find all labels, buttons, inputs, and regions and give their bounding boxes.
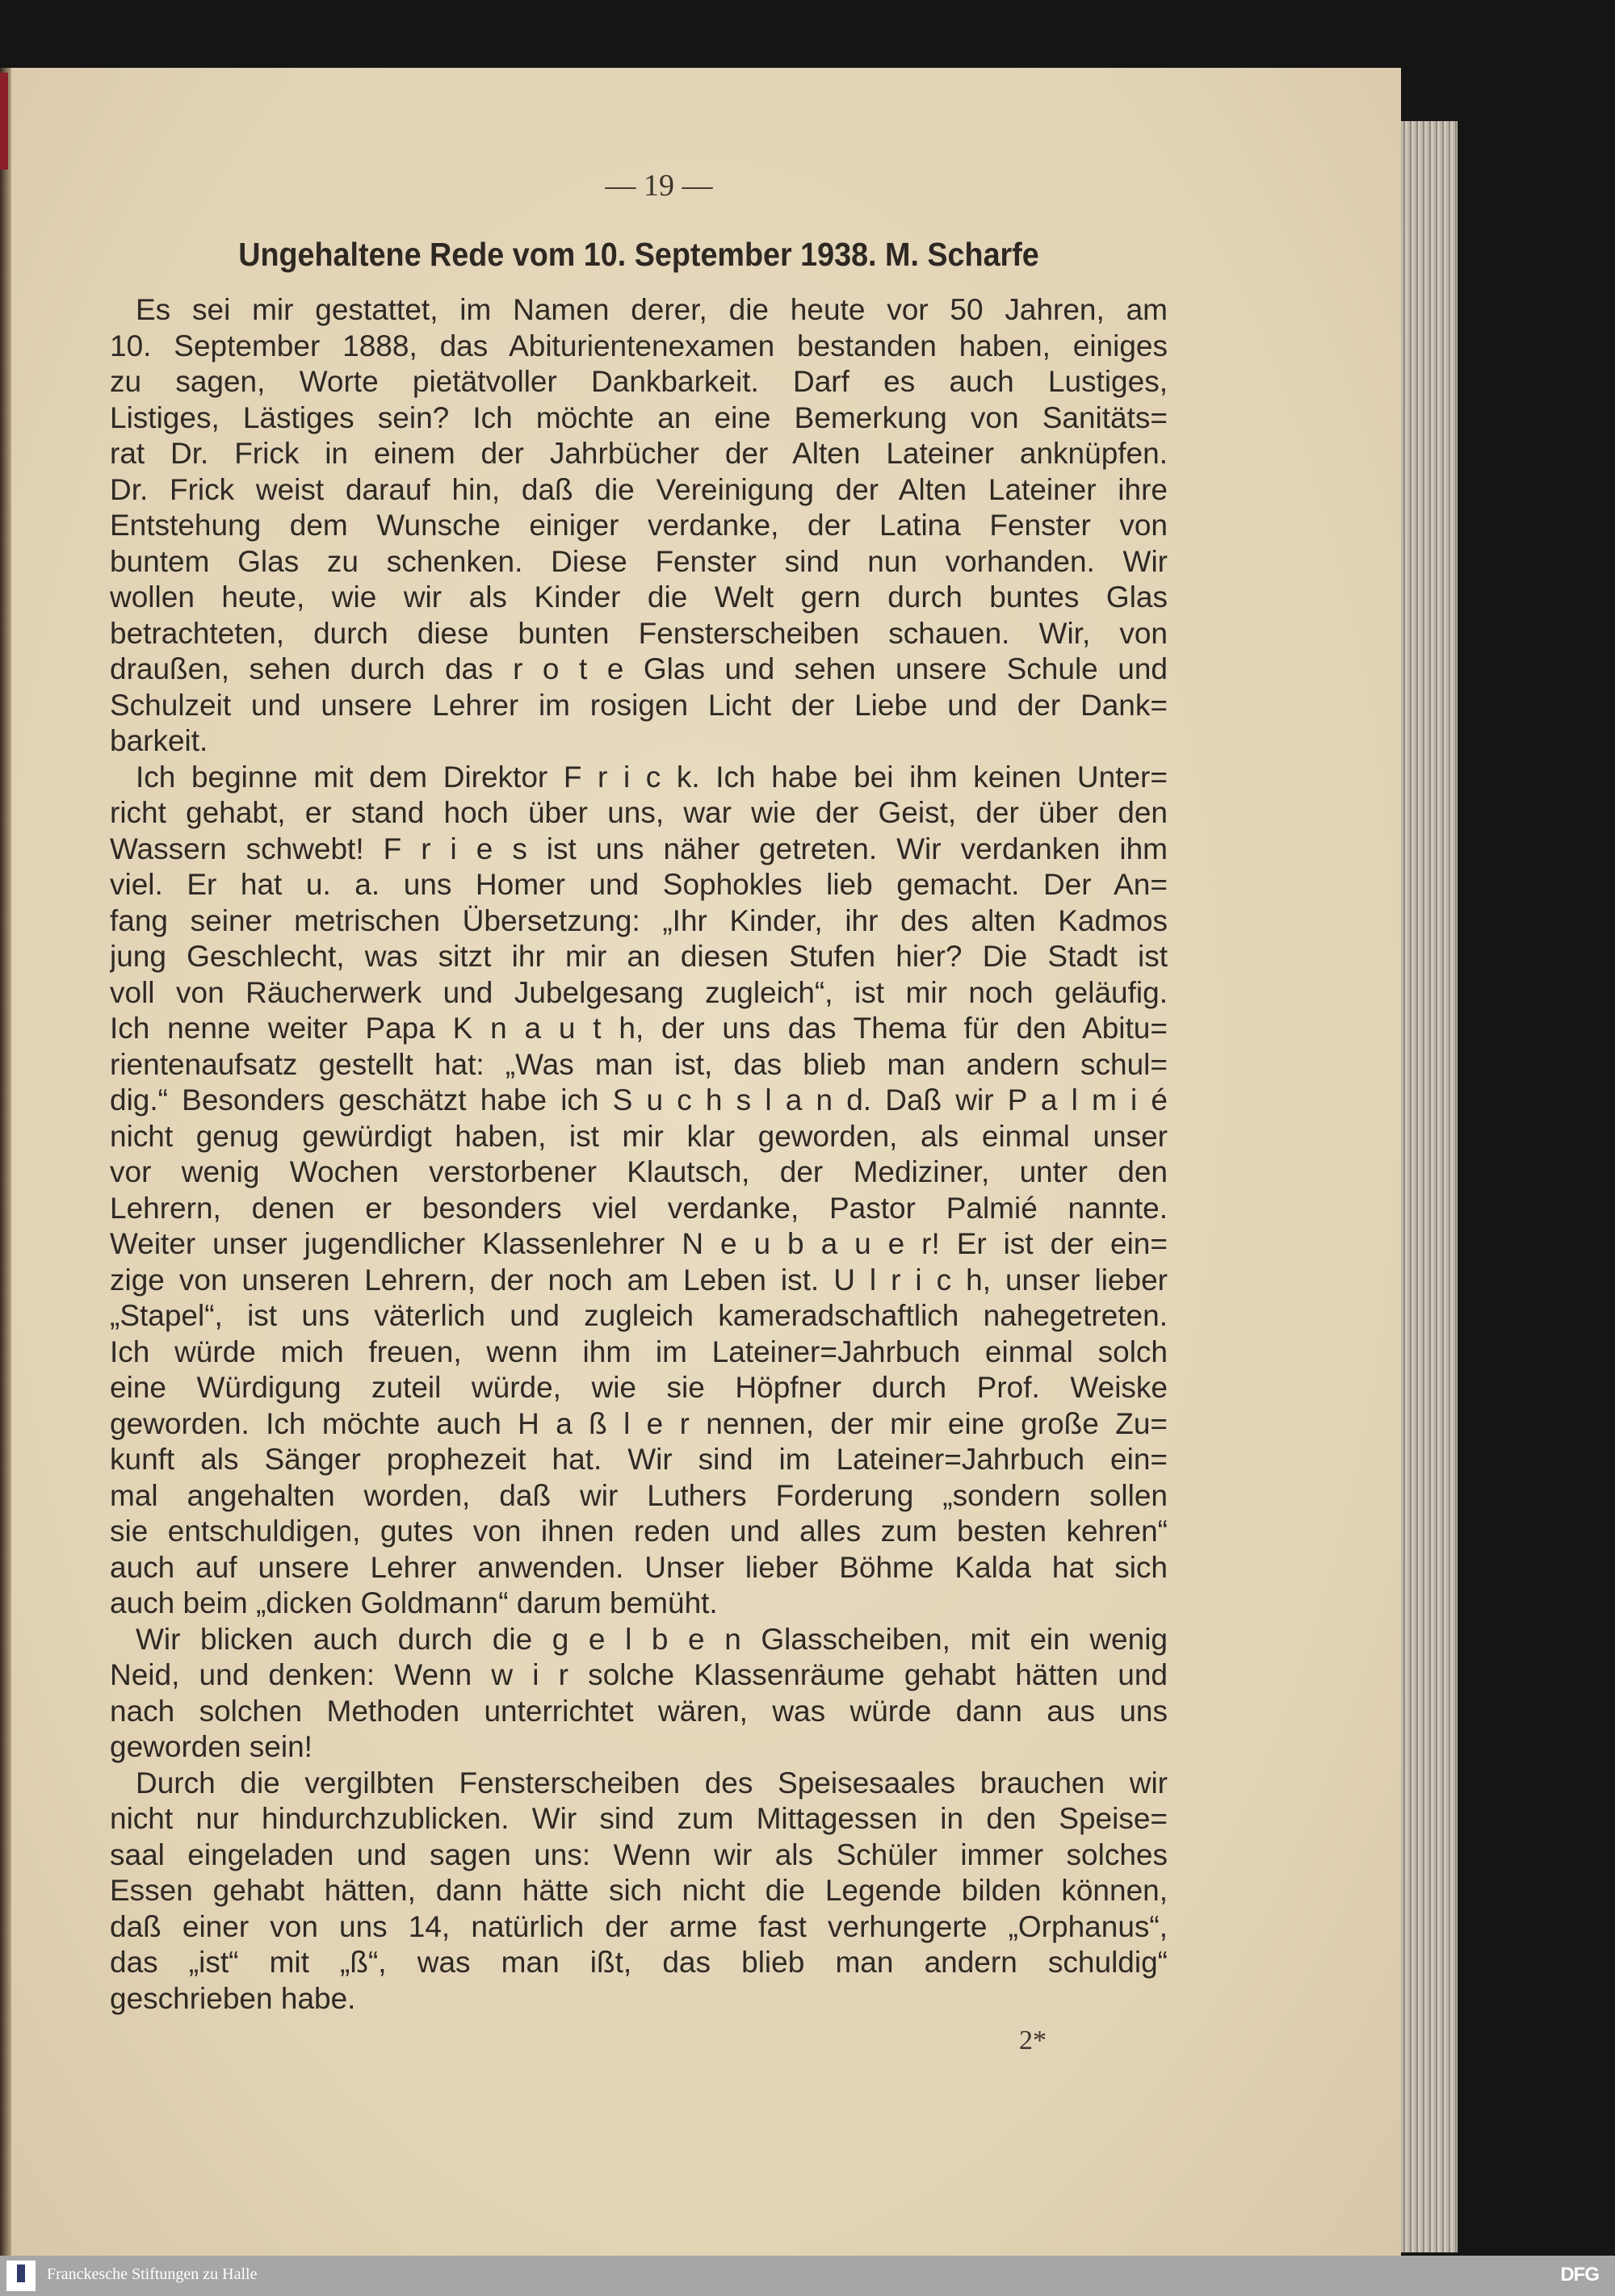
text-line: Lehrern, denen er besonders viel verdanke, Pastor Palmié nannte. — [110, 1191, 1168, 1225]
text-line: Ich nenne weiter Papa K n a u t h, der uns das Thema für den Abitu= — [110, 1012, 1168, 1045]
body-text — [110, 292, 1168, 2017]
text-line: Listiges, Lästiges sein? Ich möchte an eine Bemerkung von Sanitäts= — [110, 400, 1168, 434]
text-line: geschrieben habe. — [110, 1981, 356, 2015]
text-line: Weiter unser jugendlicher Klassenlehrer N e u b a u e r! Er ist der ein= — [110, 1227, 1168, 1260]
text-line: mal angehalten worden, daß wir Luthers Forderung „sondern sollen — [110, 1478, 1168, 1512]
page-number: — 19 — — [605, 169, 713, 203]
text-line: Durch die vergilbten Fensterscheiben des Speisesaales brauchen wir — [136, 1766, 1168, 1800]
text-line: „Stapel“, ist uns väterlich und zugleich kameradschaftlich nahegetreten. — [110, 1299, 1168, 1332]
text-line: zige von unseren Lehrern, der noch am Leben ist. U l r i c h, unser lieber — [110, 1263, 1168, 1297]
text-line: Entstehung dem Wunsche einiger verdanke, der Latina Fenster von — [110, 509, 1168, 542]
text-line: 10. September 1888, das Abiturientenexamen bestanden haben, einiges — [110, 329, 1168, 362]
text-line: nicht nur hindurchzublicken. Wir sind zum Mittagessen in den Speise= — [110, 1802, 1168, 1835]
text-line: buntem Glas zu schenken. Diese Fenster sind nun vorhanden. Wir — [110, 544, 1168, 578]
text-line: Dr. Frick weist darauf hin, daß die Vereinigung der Alten Lateiner ihre — [110, 472, 1168, 506]
dfg-logo: DFG — [1560, 2264, 1599, 2286]
text-line: draußen, sehen durch das r o t e Glas und sehen unsere Schule und — [110, 652, 1168, 685]
text-line: betrachteten, durch diese bunten Fensterscheiben schauen. Wir, von — [110, 616, 1168, 650]
institution-logo-icon — [6, 2260, 36, 2291]
text-line: geworden sein! — [110, 1730, 313, 1763]
signature-mark: 2* — [1019, 2026, 1047, 2055]
text-line: fang seiner metrischen Übersetzung: „Ihr Kinder, ihr des alten Kadmos — [110, 903, 1168, 937]
viewer-footer — [0, 2256, 1615, 2296]
text-line: kunft als Sänger prophezeit hat. Wir sind im Lateiner=Jahrbuch ein= — [110, 1443, 1168, 1476]
text-line: Wassern schwebt! F r i e s ist uns näher getreten. Wir verdanken ihm — [110, 832, 1168, 865]
institution-name: Franckesche Stiftungen zu Halle — [47, 2265, 258, 2283]
text-line: rientenaufsatz gestellt hat: „Was man ist, das blieb man andern schul= — [110, 1047, 1168, 1081]
text-line: Wir blicken auch durch die g e l b e n Glasscheiben, mit ein wenig — [136, 1622, 1168, 1656]
text-line: daß einer von uns 14, natürlich der arme fast verhungerte „Orphanus“, — [110, 1909, 1168, 1943]
page-stack-edges — [1401, 121, 1458, 2252]
text-line: Neid, und denken: Wenn w i r solche Klassenräume gehabt hätten und — [110, 1658, 1168, 1691]
text-line: sie entschuldigen, gutes von ihnen reden und alles zum besten kehren“ — [110, 1515, 1168, 1548]
text-line: barkeit. — [110, 724, 208, 757]
text-line: auch beim „dicken Goldmann“ darum bemüht. — [110, 1586, 718, 1619]
text-line: Ich beginne mit dem Direktor F r i c k. Ich habe bei ihm keinen Unter= — [136, 760, 1168, 794]
text-line: Ich würde mich freuen, wenn ihm im Lateiner=Jahrbuch einmal solch — [110, 1334, 1168, 1368]
text-line: das „ist“ mit „ß“, was man ißt, das blieb man andern schuldig“ — [110, 1946, 1168, 1979]
book-binding — [0, 68, 11, 2257]
binding-red-mark — [0, 73, 8, 170]
text-line: wollen heute, wie wir als Kinder die Welt gern durch buntes Glas — [110, 580, 1168, 614]
text-line: rat Dr. Frick in einem der Jahrbücher der Alten Lateiner anknüpfen. — [110, 437, 1168, 470]
text-line: Es sei mir gestattet, im Namen derer, die heute vor 50 Jahren, am — [136, 293, 1168, 326]
text-line: richt gehabt, er stand hoch über uns, war wie der Geist, der über den — [110, 796, 1168, 829]
text-line: jung Geschlecht, was sitzt ihr mir an diesen Stufen hier? Die Stadt ist — [110, 940, 1168, 973]
text-line: geworden. Ich möchte auch H a ß l e r nennen, der mir eine große Zu= — [110, 1406, 1168, 1440]
text-line: eine Würdigung zuteil würde, wie sie Höpfner durch Prof. Weiske — [110, 1371, 1168, 1404]
text-line: Schulzeit und unsere Lehrer im rosigen Licht der Liebe und der Dank= — [110, 688, 1168, 722]
text-line: viel. Er hat u. a. uns Homer und Sophokles lieb gemacht. Der An= — [110, 868, 1168, 901]
text-line: Essen gehabt hätten, dann hätte sich nicht die Legende bilden können, — [110, 1874, 1168, 1907]
text-line: voll von Räucherwerk und Jubelgesang zugleich“, ist mir noch geläufig. — [110, 975, 1168, 1009]
text-line: nicht genug gewürdigt haben, ist mir klar geworden, als einmal unser — [110, 1119, 1168, 1153]
page-title: Ungehaltene Rede vom 10. September 1938. M. Scharfe — [238, 236, 1039, 273]
text-line: auch auf unsere Lehrer anwenden. Unser lieber Böhme Kalda hat sich — [110, 1550, 1168, 1584]
text-line: saal eingeladen und sagen uns: Wenn wir als Schüler immer solches — [110, 1837, 1168, 1871]
text-line: nach solchen Methoden unterrichtet wären, was würde dann aus uns — [110, 1694, 1168, 1728]
text-line: dig.“ Besonders geschätzt habe ich S u c h s l a n d. Daß wir P a l m i é — [110, 1083, 1168, 1117]
text-line: vor wenig Wochen verstorbener Klautsch, der Mediziner, unter den — [110, 1155, 1168, 1188]
text-line: zu sagen, Worte pietätvoller Dankbarkeit. Darf es auch Lustiges, — [110, 365, 1168, 398]
